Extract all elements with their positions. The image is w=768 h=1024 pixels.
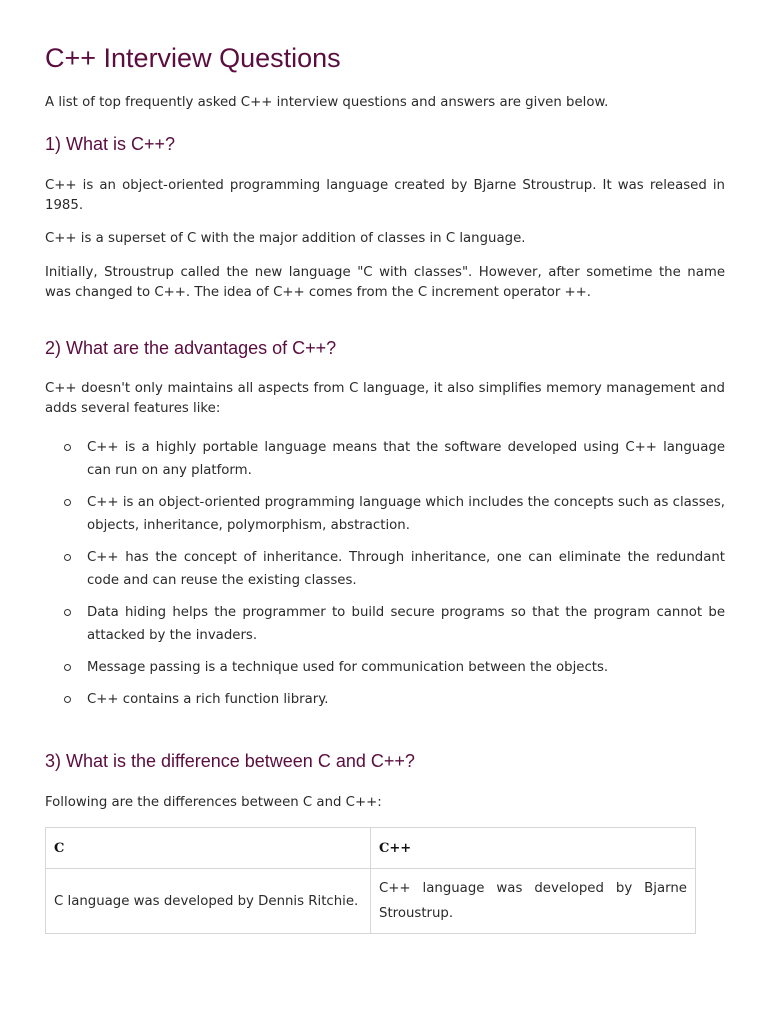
list-item-text: C++ has the concept of inheritance. Through inheritance, one can eliminate the redundant code and can reuse the existing classes. [87,550,725,588]
list-item [45,436,725,482]
section-3-paragraph-1: Following are the differences between C and C++: [45,795,382,810]
table-header-row [46,828,696,869]
section-2-paragraph-1: C++ doesn't only maintains all aspects from C language, it also simplifies memory management and adds several features like: [45,381,725,416]
list-item-text: C++ is a highly portable language means that the software developed using C++ language can run on any platform. [87,440,725,478]
section-heading-2: 2) What are the advantages of C++? [45,338,337,358]
table-header-cell: C [46,828,371,869]
circle-bullet-icon [64,444,71,451]
comparison-table [45,827,696,934]
list-item-text: C++ is an object-oriented programming language which includes the concepts such as classes, objects, inheritance, polymorphism, abstraction. [87,495,725,533]
advantages-list [45,436,725,720]
circle-bullet-icon [64,554,71,561]
circle-bullet-icon [64,609,71,616]
list-item [45,546,725,592]
circle-bullet-icon [64,696,71,703]
section-1-paragraph-1: C++ is an object-oriented programming language created by Bjarne Stroustrup. It was released in 1985. [45,178,725,213]
page-title: C++ Interview Questions [45,43,341,73]
list-item [45,601,725,647]
section-1-paragraph-2: C++ is a superset of C with the major addition of classes in C language. [45,231,526,246]
table-header-cell: C++ [371,828,696,869]
table-row [46,869,696,934]
circle-bullet-icon [64,664,71,671]
list-item [45,491,725,537]
list-item [45,656,725,679]
list-item-text: Message passing is a technique used for communication between the objects. [87,660,609,675]
intro-text: A list of top frequently asked C++ interview questions and answers are given below. [45,95,609,110]
list-item-text: C++ contains a rich function library. [87,692,329,707]
list-item-text: Data hiding helps the programmer to build secure programs so that the program cannot be attacked by the invaders. [87,605,725,643]
list-item [45,688,725,711]
section-heading-1: 1) What is C++? [45,134,176,154]
table-cell: C++ language was developed by Bjarne Stroustrup. [371,869,696,934]
section-heading-3: 3) What is the difference between C and C++? [45,751,415,771]
table-cell: C language was developed by Dennis Ritchie. [46,869,371,934]
section-1-paragraph-3: Initially, Stroustrup called the new language "C with classes". However, after sometime the name was changed to C++. The idea of C++ comes from the C increment operator ++. [45,265,725,300]
circle-bullet-icon [64,499,71,506]
